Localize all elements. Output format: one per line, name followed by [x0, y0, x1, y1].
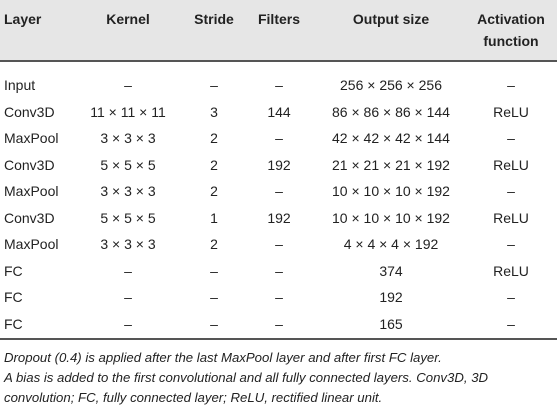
table-row	[0, 262, 557, 289]
header-layer: Layer	[4, 11, 42, 27]
header-kernel: Kernel	[106, 11, 150, 27]
cell-activation: ReLU	[493, 262, 529, 279]
cell-layer: Conv3D	[4, 209, 55, 226]
cell-kernel: 5 × 5 × 5	[100, 156, 156, 173]
cell-kernel: –	[124, 289, 132, 305]
cell-layer: Input	[4, 77, 36, 93]
cell-activation: –	[507, 236, 515, 252]
cell-stride: 1	[210, 209, 218, 226]
cell-activation: –	[507, 289, 515, 305]
cell-stride: –	[210, 289, 218, 305]
cell-filters: –	[275, 77, 283, 93]
cell-kernel: –	[124, 262, 132, 279]
header-activation-line2: function	[483, 33, 539, 49]
cell-filters: 192	[267, 156, 291, 173]
header-output-size: Output size	[352, 11, 430, 27]
table-row	[0, 182, 557, 209]
table-row	[0, 235, 557, 262]
cell-layer: MaxPool	[4, 183, 59, 199]
cell-layer: Conv3D	[4, 103, 55, 120]
cell-stride: 2	[210, 236, 218, 252]
cell-kernel: –	[124, 315, 132, 332]
cell-output-size: 10 × 10 × 10 × 192	[332, 183, 450, 199]
cell-stride: 2	[210, 183, 218, 199]
cell-kernel: 5 × 5 × 5	[100, 209, 156, 226]
cell-filters: –	[275, 315, 283, 332]
note-abbreviations: A bias is added to the first convolutional and all fully connected layers. Conv3D, 3D convolution; FC, fully connected layer; ReLU, rectified linear unit.	[4, 370, 489, 405]
cell-stride: –	[210, 77, 218, 93]
cell-layer: MaxPool	[4, 130, 59, 146]
table-row	[0, 76, 557, 103]
cell-activation: ReLU	[493, 156, 529, 173]
cell-kernel: 3 × 3 × 3	[100, 236, 156, 252]
note-dropout: Dropout (0.4) is applied after the last MaxPool layer and after first FC layer.	[4, 350, 442, 365]
cell-layer: FC	[4, 315, 23, 332]
cell-layer: MaxPool	[4, 236, 59, 252]
cell-stride: 2	[210, 156, 218, 173]
cell-output-size: 374	[379, 262, 403, 279]
cell-output-size: 10 × 10 × 10 × 192	[332, 209, 450, 226]
table-notes	[4, 348, 554, 408]
cell-stride: 3	[210, 103, 218, 120]
cell-output-size: 21 × 21 × 21 × 192	[332, 156, 450, 173]
cell-layer: Conv3D	[4, 156, 55, 173]
cell-stride: –	[210, 315, 218, 332]
cell-kernel: –	[124, 77, 132, 93]
cell-activation: ReLU	[493, 209, 529, 226]
cell-output-size: 192	[379, 289, 403, 305]
table-header	[0, 0, 557, 60]
table-row	[0, 156, 557, 183]
cell-output-size: 256 × 256 × 256	[340, 77, 442, 93]
cell-filters: –	[275, 236, 283, 252]
cell-layer: FC	[4, 262, 23, 279]
cell-kernel: 11 × 11 × 11	[90, 103, 166, 120]
header-filters: Filters	[257, 11, 301, 27]
cell-filters: –	[275, 183, 283, 199]
cell-stride: 2	[210, 130, 218, 146]
cell-kernel: 3 × 3 × 3	[100, 183, 156, 199]
cell-activation: –	[507, 183, 515, 199]
cell-output-size: 42 × 42 × 42 × 144	[332, 130, 450, 146]
table-row	[0, 288, 557, 315]
cell-filters: –	[275, 262, 283, 279]
cell-activation: –	[507, 130, 515, 146]
header-activation-line1: Activation	[477, 11, 545, 27]
cell-filters: 144	[267, 103, 291, 120]
table-row	[0, 103, 557, 130]
header-rule	[0, 60, 557, 62]
cell-filters: 192	[267, 209, 291, 226]
cell-stride: –	[210, 262, 218, 279]
cell-output-size: 165	[379, 315, 403, 332]
cell-activation: –	[507, 77, 515, 93]
bottom-rule	[0, 338, 557, 340]
cell-activation: ReLU	[493, 103, 529, 120]
cell-filters: –	[275, 130, 283, 146]
table-row	[0, 209, 557, 236]
cell-output-size: 86 × 86 × 86 × 144	[332, 103, 450, 120]
cell-kernel: 3 × 3 × 3	[100, 130, 156, 146]
cell-output-size: 4 × 4 × 4 × 192	[343, 236, 439, 252]
header-stride: Stride	[194, 11, 234, 27]
cell-activation: –	[507, 315, 515, 332]
cell-layer: FC	[4, 289, 23, 305]
cell-filters: –	[275, 289, 283, 305]
table-row	[0, 129, 557, 156]
